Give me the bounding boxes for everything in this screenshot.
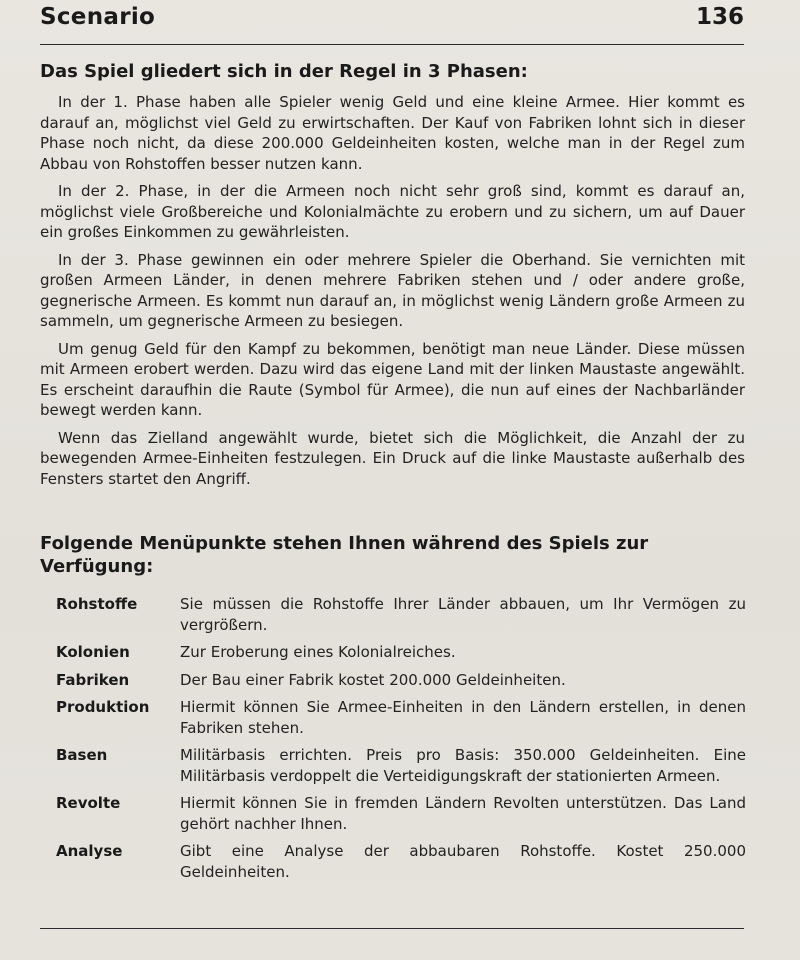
menu-item-rohstoffe (56, 594, 746, 635)
menu-term: Analyse (56, 842, 123, 860)
paragraph-attack: Wenn das Zielland angewählt wurde, bietet sich die Möglichkeit, die Anzahl der zu bewegenden Armee-Einheiten festzulegen. Ein Druck auf die linke Maustaste außerhalb des Fensters startet den Angriff. (40, 428, 745, 488)
paragraph-phase-2: In der 2. Phase, in der die Armeen noch nicht sehr groß sind, kommt es darauf an, möglichst viele Großbereiche und Kolonialmächte zu erobern und zu sichern, um auf Dauer ein großes Einkommen zu gewährleisten. (40, 182, 745, 241)
page-title: Scenario (40, 4, 156, 30)
page-number: 136 (695, 4, 744, 30)
paragraph-phase-1: In der 1. Phase haben alle Spieler wenig Geld und eine kleine Armee. Hier kommt es darauf an, möglichst viel Geld zu erwirtschaften. Der Kauf von Fabriken lohnt sich in dieser Phase noch nicht, da diese 200.000 Geldeinheiten kosten, welche man in der Regel zum Abbau von Rohstoffen besser nutzen kann. (40, 93, 745, 173)
footer-divider (40, 928, 744, 929)
menu-items-list (56, 594, 746, 889)
menu-description: Hiermit können Sie in fremden Ländern Revolten unterstützen. Das Land gehört nachher Ihnen. (180, 794, 746, 833)
menu-item-basen (56, 745, 746, 786)
section-heading-menu: Folgende Menüpunkte stehen Ihnen während des Spiels zur Verfügung: (40, 533, 649, 577)
phases-body (40, 92, 745, 496)
page-header (40, 4, 744, 45)
menu-term: Basen (56, 746, 108, 764)
menu-description: Militärbasis errichten. Preis pro Basis: 350.000 Geldeinheiten. Eine Militärbasis verdoppelt die Verteidigungskraft der stationierten Armeen. (180, 746, 746, 785)
menu-term: Fabriken (56, 670, 130, 689)
menu-item-kolonien (56, 642, 746, 663)
menu-term: Produktion (56, 698, 150, 716)
menu-description: Zur Eroberung eines Kolonialreiches. (180, 643, 456, 661)
menu-item-analyse (56, 841, 746, 882)
menu-term: Kolonien (56, 643, 130, 661)
menu-description: Gibt eine Analyse der abbaubaren Rohstoffe. Kostet 250.000 Geldeinheiten. (180, 842, 746, 881)
menu-item-revolte (56, 793, 746, 834)
menu-description: Sie müssen die Rohstoffe Ihrer Länder abbauen, um Ihr Vermögen zu vergrößern. (180, 595, 746, 634)
paragraph-phase-3: In der 3. Phase gewinnen ein oder mehrere Spieler die Oberhand. Sie vernichten mit großen Armeen Länder, in denen mehrere Fabriken stehen und / oder andere große, gegnerische Armeen. Es kommt nun darauf an, in möglichst wenig Ländern große Armeen zu sammeln, um gegnerische Armeen zu besiegen. (40, 250, 745, 330)
menu-description: Der Bau einer Fabrik kostet 200.000 Geldeinheiten. (180, 670, 566, 689)
menu-item-produktion (56, 697, 746, 738)
section-heading-phases: Das Spiel gliedert sich in der Regel in 3 Phasen: (40, 61, 528, 82)
paragraph-new-countries: Um genug Geld für den Kampf zu bekommen, benötigt man neue Länder. Diese müssen mit Armeen erobert werden. Dazu wird das eigene Land mit der linken Maustaste angewählt. Es erscheint daraufhin die Raute (Symbol für Armee), die nun auf eines der Nachbarländer bewegt werden kann. (40, 339, 745, 419)
menu-term: Rohstoffe (56, 595, 138, 613)
menu-item-fabriken (56, 670, 746, 691)
menu-term: Revolte (56, 794, 121, 812)
menu-description: Hiermit können Sie Armee-Einheiten in den Ländern erstellen, in denen Fabriken stehen. (180, 698, 746, 737)
